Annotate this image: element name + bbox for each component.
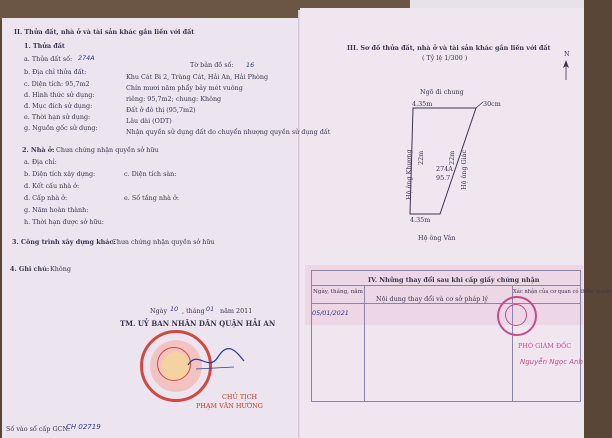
north-arrow-icon xyxy=(562,60,570,80)
usage-term-label: e. Thời hạn sử dụng: xyxy=(24,113,91,121)
change-date: 05/01/2021 xyxy=(312,309,349,317)
left-dimension: 22m xyxy=(417,150,425,165)
other-construction-status: Chưa chứng nhận quyền sở hữu xyxy=(112,238,215,246)
issue-day: 10 xyxy=(170,305,179,313)
parcel-number-mark: 274A xyxy=(436,165,453,173)
usage-origin-value: Nhận quyền sử dụng đất do chuyển nhượng quyền sử dụng đất xyxy=(126,128,331,136)
house-status: Chưa chứng nhận quyền sở hữu xyxy=(56,146,159,154)
parcel-number-label: a. Thửa đất số: xyxy=(24,55,73,63)
north-label: N xyxy=(564,50,570,58)
map-sheet-label: Tờ bản đồ số: xyxy=(190,61,234,69)
section-iii-title: III. Sơ đồ thửa đất, nhà ở và tài sản khác gắn liền với đất xyxy=(347,44,551,52)
usage-term-value: Lâu dài (ODT) xyxy=(126,117,172,125)
land-parcel-heading: 1. Thửa đất xyxy=(24,42,65,50)
map-sheet-value: 16 xyxy=(246,61,255,69)
col-confirm-header: Xác nhận của cơ quan có thẩm quyền xyxy=(513,289,612,295)
section-ii-title: II. Thửa đất, nhà ở và tài sản khác gắn liền với đất xyxy=(14,28,195,36)
issue-date-mid: , tháng xyxy=(182,307,205,315)
address-value: Khu Cát Bi 2, Tràng Cát, Hải An, Hải Phòng xyxy=(126,73,269,81)
area-text-value: Chín mươi năm phẩy bảy mét vuông xyxy=(126,84,243,92)
map-scale: ( Tỷ lệ 1/300 ) xyxy=(422,54,468,62)
issue-year: năm 2011 xyxy=(220,307,253,315)
usage-purpose-value: Đất ở đô thị (95,7m2) xyxy=(126,106,196,114)
bottom-dimension: 4.35m xyxy=(410,216,431,224)
registry-number-value: CH 02719 xyxy=(66,423,101,431)
left-neighbor-label: Hộ ông Khương xyxy=(405,149,413,200)
signer-name: PHẠM VĂN HƯỜNG xyxy=(196,402,263,410)
usage-origin-label: g. Nguồn gốc sử dụng: xyxy=(24,124,98,132)
other-construction-heading: 3. Công trình xây dựng khác: xyxy=(12,238,116,246)
issuing-authority: TM. UỶ BAN NHÂN DÂN QUẬN HẢI AN xyxy=(120,319,276,328)
house-year-label: g. Năm hoàn thành: xyxy=(24,206,89,214)
stamp-caption: PHÓ GIÁM ĐỐC xyxy=(518,342,572,350)
chairman-signature xyxy=(186,345,246,375)
house-floors-label: e. Số tầng nhà ở: xyxy=(124,194,179,202)
usage-purpose-label: đ. Mục đích sử dụng: xyxy=(24,102,93,110)
top-road-label: Ngõ đi chung xyxy=(420,88,464,96)
parcel-number-value: 274A xyxy=(78,54,95,62)
stamp-signer: Nguyễn Ngọc Anh xyxy=(520,358,583,366)
parcel-area-mark: 95.7 xyxy=(436,174,451,182)
house-structure-label: d. Kết cấu nhà ở: xyxy=(24,182,80,190)
usage-form-shared: chung: Không xyxy=(176,95,222,103)
col-content-header: Nội dung thay đổi và cơ sở pháp lý xyxy=(376,295,489,303)
area-label: c. Diện tích: 95,7m2 xyxy=(24,80,90,88)
notes-heading: 4. Ghi chú: xyxy=(10,265,50,273)
right-dimension: 22m xyxy=(448,150,456,165)
bottom-neighbor-label: Hộ ông Vân xyxy=(418,234,456,242)
house-term-label: h. Thời hạn được sở hữu: xyxy=(24,218,104,226)
right-neighbor-label: Hộ ông Giác xyxy=(460,149,468,190)
top-dimension: 4.35m xyxy=(412,100,433,108)
house-built-area-label: b. Diện tích xây dựng: xyxy=(24,170,96,178)
house-heading: 2. Nhà ở: xyxy=(22,146,55,154)
side-dimension: 30cm xyxy=(483,100,501,108)
house-floor-area-label: c. Diện tích sàn: xyxy=(124,170,177,178)
pink-official-seal xyxy=(497,296,537,336)
col-date-header: Ngày, tháng, năm xyxy=(313,289,363,295)
notes-value: Không xyxy=(50,265,71,273)
parcel-sketch xyxy=(380,90,500,230)
issue-date-prefix: Ngày xyxy=(150,307,168,315)
table-divider-1 xyxy=(364,285,365,401)
usage-form-private: riêng: 95,7m2; xyxy=(126,95,174,103)
issue-month: 01 xyxy=(206,305,215,313)
registry-number-label: Số vào sổ cấp GCN: xyxy=(6,425,70,433)
changes-table-title: IV. Những thay đổi sau khi cấp giấy chứng nhận xyxy=(368,276,540,284)
house-grade-label: đ. Cấp nhà ở: xyxy=(24,194,68,202)
address-label: b. Địa chỉ thửa đất: xyxy=(24,68,87,76)
usage-form-label: d. Hình thức sử dụng: xyxy=(24,91,95,99)
signer-title: CHỦ TỊCH xyxy=(222,393,258,401)
house-address-label: a. Địa chỉ: xyxy=(24,158,57,166)
